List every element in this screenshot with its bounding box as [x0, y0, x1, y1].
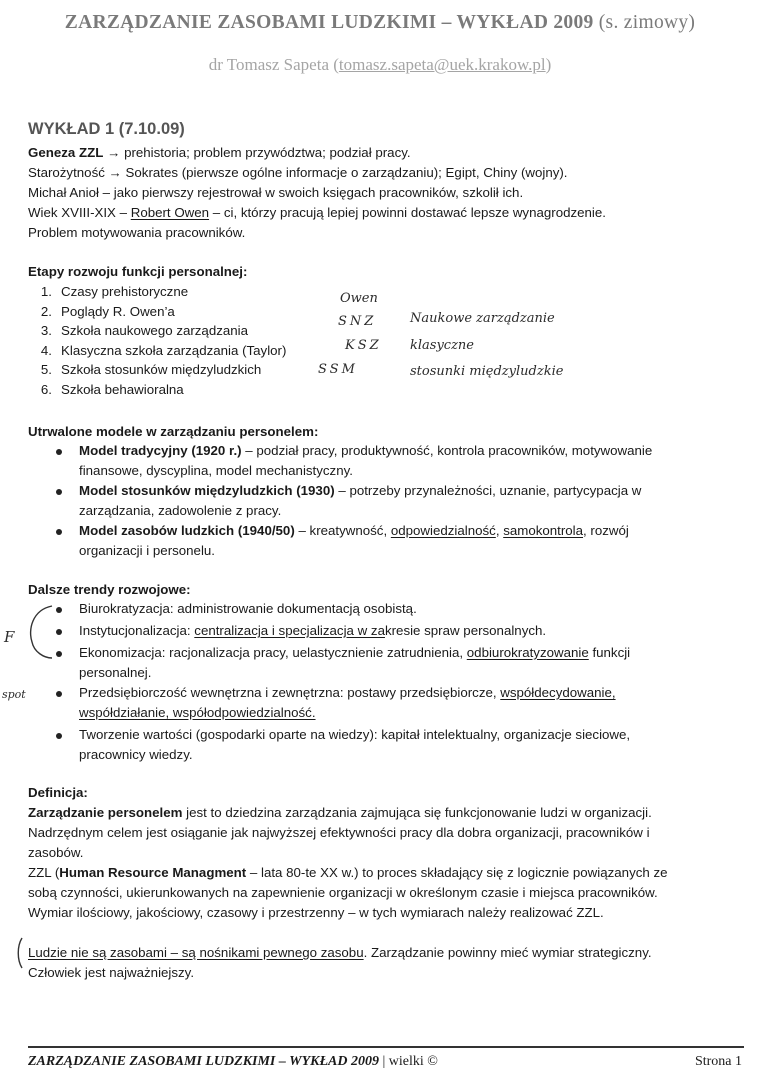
document-title-suffix: (s. zimowy): [598, 12, 696, 33]
stages-heading: Etapy rozwoju funkcji personalnej:: [28, 264, 248, 279]
handwritten-note-ssm: SSM: [318, 362, 358, 377]
list-item: 1. Czasy prehistoryczne: [40, 284, 189, 299]
handwritten-note-owen: Owen: [340, 291, 378, 306]
handwritten-note-ksz: KSZ: [345, 338, 382, 353]
geneza-label: Geneza ZZL: [28, 145, 104, 160]
definition-paragraph-4: Ludzie nie są zasobami – są nośnikami pewnego zasobu. Zarządzanie powinny mieć wymiar strategiczny.: [28, 945, 652, 960]
footer-title: ZARZĄDZANIE ZASOBAMI LUDZKIMI – WYKŁAD 2009: [28, 1054, 379, 1069]
footer-left: ZARZĄDZANIE ZASOBAMI LUDZKIMI – WYKŁAD 2009 | wielki ©: [28, 1054, 438, 1069]
model-human-resources: Model zasobów ludzkich (1940/50) – kreatywność, odpowiedzialność, samokontrola, rozwój organizacji i personelu.: [79, 523, 629, 558]
bullet: [56, 489, 62, 495]
list-item: 6. Szkoła behawioralna: [40, 381, 184, 397]
owen-prefix: Wiek XVIII-XIX –: [28, 205, 131, 220]
model-traditional: Model tradycyjny (1920 r.) – podział pracy, produktywność, kontrola pracowników, motywowanie finansowe, dyscyplina, model mechanistyczny.: [79, 443, 653, 478]
definition-paragraph-5: Człowiek jest najważniejszy.: [28, 965, 195, 980]
stages-list: [28, 282, 286, 400]
author-name: dr Tomasz Sapeta (: [208, 55, 339, 74]
geneza-text: → prehistoria; problem przywództwa; podział pracy.: [107, 145, 411, 160]
trend-entrepreneurship: Przedsiębiorczość wewnętrzna i zewnętrzna: postawy przedsiębiorcze, współdecydowanie, współdziałanie, współodpowiedzialność.: [79, 685, 616, 720]
model-human-relations: Model stosunków międzyludzkich (1930) – potrzeby przynależności, uznanie, partycypacja w zarządzania, zadowolenie z pracy.: [79, 483, 642, 518]
motivation-line: Problem motywowania pracowników.: [28, 225, 246, 240]
margin-note-spot: spot: [2, 688, 26, 701]
list-item: 3. Szkoła naukowego zarządzania: [40, 323, 249, 339]
definition-paragraph-1: Zarządzanie personelem jest to dziedzina zarządzania zajmująca się funkcjonowanie ludzi w organizacji. Nadrzędnym celem jest osiąganie jak najwyższej efektywności pracy dla dobra organizacji, pracowników i zasobów.: [28, 805, 652, 860]
footer-divider: [28, 1046, 744, 1048]
page-number: Strona 1: [694, 1054, 742, 1069]
bullet: [56, 691, 62, 697]
owen-suffix: – ci, którzy pracują lepiej powinni dostawać lepsze wynagrodzenie.: [209, 205, 606, 220]
document-title-main: ZARZĄDZANIE ZASOBAMI LUDZKIMI – WYKŁAD 2009: [64, 12, 594, 33]
models-heading: Utrwalone modele w zarządzaniu personelem:: [28, 424, 319, 439]
list-item: 5. Szkoła stosunków międzyludzkich: [40, 362, 262, 378]
trend-economization: Ekonomizacja: racjonalizacja pracy, uelastycznienie zatrudnienia, odbiurokratyzowanie funkcji personalnej.: [79, 645, 631, 680]
definition-paragraph-3: Wymiar ilościowy, jakościowy, czasowy i przestrzenny – w tych wymiarach należy realizować ZZL.: [28, 905, 604, 920]
bullet: [56, 607, 62, 613]
lecture-heading: WYKŁAD 1 (7.10.09): [28, 120, 185, 138]
author-line: [0, 55, 760, 75]
owen-line: [28, 203, 606, 223]
handwritten-note-snz-full: Naukowe zarządzanie: [410, 311, 555, 326]
trend-value-creation: Tworzenie wartości (gospodarki oparte na wiedzy): kapitał intelektualny, organizacje sieciowe, pracownicy wiedzy.: [79, 727, 631, 762]
owen-name: Robert Owen: [130, 205, 210, 220]
bullet: [56, 529, 62, 535]
trends-heading: Dalsze trendy rozwojowe:: [28, 582, 191, 597]
margin-bracket-icon: [14, 600, 54, 664]
bullet: [56, 651, 62, 657]
model-name: Model tradycyjny (1920 r.): [79, 443, 242, 458]
trend-institutionalization: Instytucjonalizacja: centralizacja i specjalizacja w zakresie spraw personalnych.: [79, 623, 547, 638]
margin-note-f: F: [4, 628, 15, 646]
bullet: [56, 449, 62, 455]
margin-bracket-icon: [14, 936, 26, 970]
list-item: 2. Poglądy R. Owen’a: [40, 303, 175, 319]
model-name: Model stosunków międzyludzkich (1930): [79, 483, 335, 498]
definition-paragraph-2: ZZL (Human Resource Managment – lata 80-te XX w.) to proces składający się z logicznie powiązanych ze sobą czynności, ukierunkowanych na zapewnienie organizacji w określonym czasie i miejsca pracowników.: [28, 865, 668, 900]
bullet: [56, 733, 62, 739]
author-suffix: ): [545, 55, 552, 74]
definition-heading: Definicja:: [28, 785, 88, 800]
footer-author: wielki ©: [388, 1054, 438, 1069]
author-email-link[interactable]: tomasz.sapeta@uek.krakow.pl: [338, 55, 546, 74]
geneza-line: [28, 143, 411, 163]
handwritten-note-ksz-full: klasyczne: [410, 338, 474, 353]
document-title: [0, 12, 760, 34]
bullet: [56, 629, 62, 635]
model-name: Model zasobów ludzkich (1940/50): [79, 523, 295, 538]
handwritten-note-snz: SNZ: [338, 314, 377, 329]
antiquity-line: Starożytność → Sokrates (pierwsze ogólne informacje o zarządzaniu); Egipt, Chiny (wojny).: [28, 165, 568, 180]
michelangelo-line: Michał Anioł – jako pierwszy rejestrował w swoich księgach pracowników, szkolił ich.: [28, 185, 524, 200]
list-item: 4. Klasyczna szkoła zarządzania (Taylor): [40, 342, 287, 358]
handwritten-note-ssm-full: stosunki międzyludzkie: [410, 364, 564, 379]
trend-bureaucratization: Biurokratyzacja: administrowanie dokumentacją osobistą.: [79, 601, 417, 616]
